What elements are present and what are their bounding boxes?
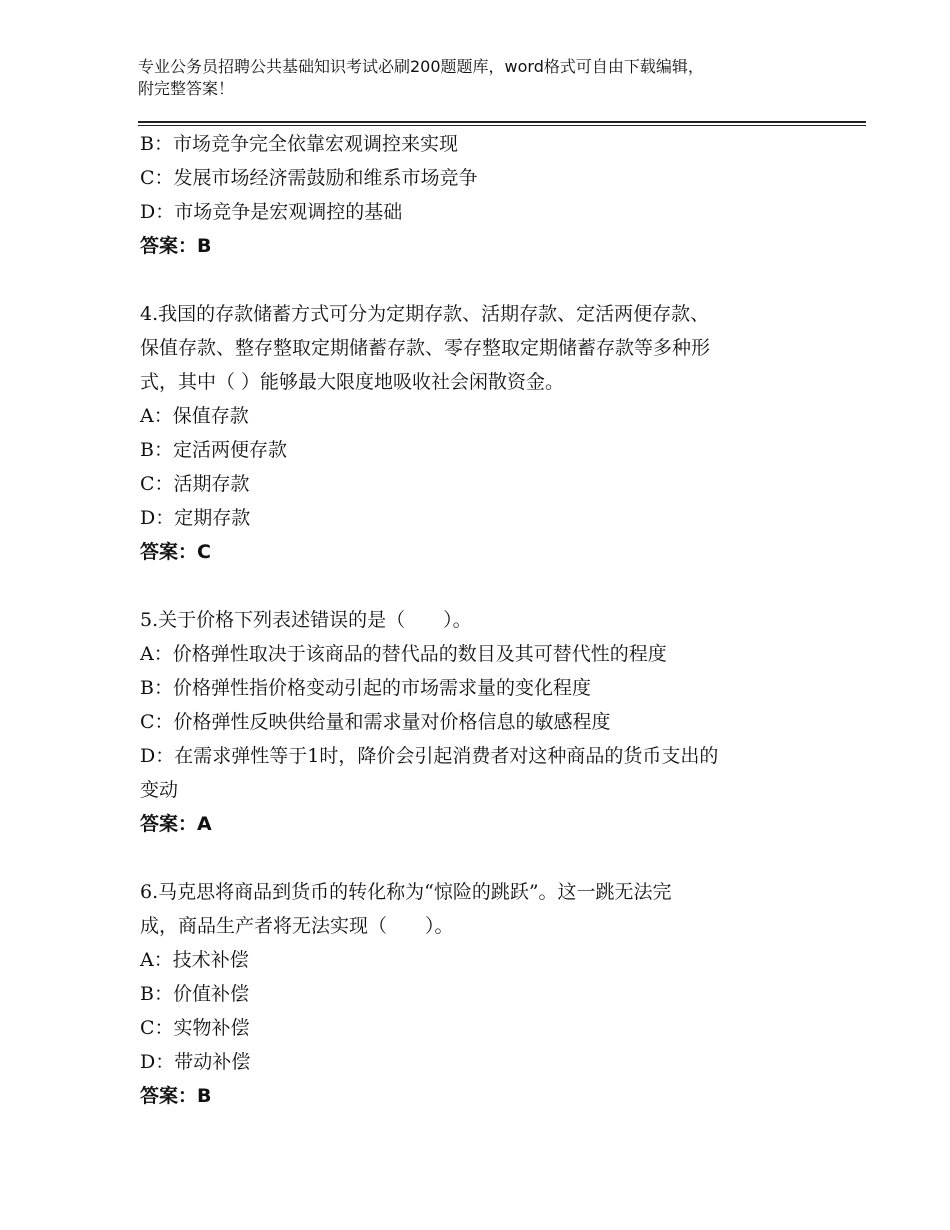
spacer (140, 569, 840, 603)
question-4-option-d: D：定期存款 (140, 507, 251, 529)
question-3-option-d: D：市场竞争是宏观调控的基础 (140, 201, 403, 223)
question-5-option-a: A：价格弹性取决于该商品的替代品的数目及其可替代性的程度 (140, 643, 667, 665)
question-6-option-d: D：带动补偿 (140, 1051, 251, 1073)
header-line-1: 专业公务员招聘公共基础知识考试必刷200题题库，word格式可自由下载编辑， (138, 57, 704, 76)
header-divider-thin (138, 125, 866, 126)
question-4-block (140, 297, 840, 569)
question-6-stem-line-2: 成，商品生产者将无法实现（ ）。 (140, 915, 454, 937)
question-5-option-d: D：在需求弹性等于1时，降价会引起消费者对这种商品的货币支出的 (140, 745, 719, 767)
question-6-block (140, 875, 840, 1113)
question-4-stem-line-3: 式，其中（ ）能够最大限度地吸收社会闲散资金。 (140, 371, 565, 393)
question-4-option-a: A：保值存款 (140, 405, 249, 427)
question-5-stem-line-1: 5.关于价格下列表述错误的是（ ）。 (140, 609, 472, 631)
question-3-option-c: C：发展市场经济需鼓励和维系市场竞争 (140, 167, 478, 189)
question-5-block (140, 603, 840, 841)
question-4-stem-line-1: 4.我国的存款储蓄方式可分为定期存款、活期存款、定活两便存款、 (140, 303, 710, 325)
question-5-option-c: C：价格弹性反映供给量和需求量对价格信息的敏感程度 (140, 711, 611, 733)
question-5-option-d-continued: 变动 (140, 779, 179, 801)
question-4-answer: 答案：C (140, 541, 211, 563)
question-5-answer: 答案：A (140, 813, 212, 835)
question-6-option-c: C：实物补偿 (140, 1017, 250, 1039)
question-4-option-b: B：定活两便存款 (140, 439, 287, 461)
question-6-stem-line-1: 6.马克思将商品到货币的转化称为“惊险的跳跃”。这一跳无法完 (140, 881, 672, 903)
spacer (140, 841, 840, 875)
question-4-stem-line-2: 保值存款、整存整取定期储蓄存款、零存整取定期储蓄存款等多种形 (140, 337, 711, 359)
question-3-block (140, 127, 840, 263)
header-divider-thick (138, 121, 866, 123)
spacer (140, 263, 840, 297)
header-line-2: 附完整答案！ (138, 79, 235, 98)
question-3-answer: 答案：B (140, 235, 212, 257)
question-3-option-b: B：市场竞争完全依靠宏观调控来实现 (140, 133, 458, 155)
question-4-option-c: C：活期存款 (140, 473, 250, 495)
question-content (140, 127, 840, 1113)
page-header (138, 56, 838, 100)
question-6-option-a: A：技术补偿 (140, 949, 249, 971)
question-6-answer: 答案：B (140, 1085, 212, 1107)
question-6-option-b: B：价值补偿 (140, 983, 249, 1005)
question-5-option-b: B：价格弹性指价格变动引起的市场需求量的变化程度 (140, 677, 591, 699)
